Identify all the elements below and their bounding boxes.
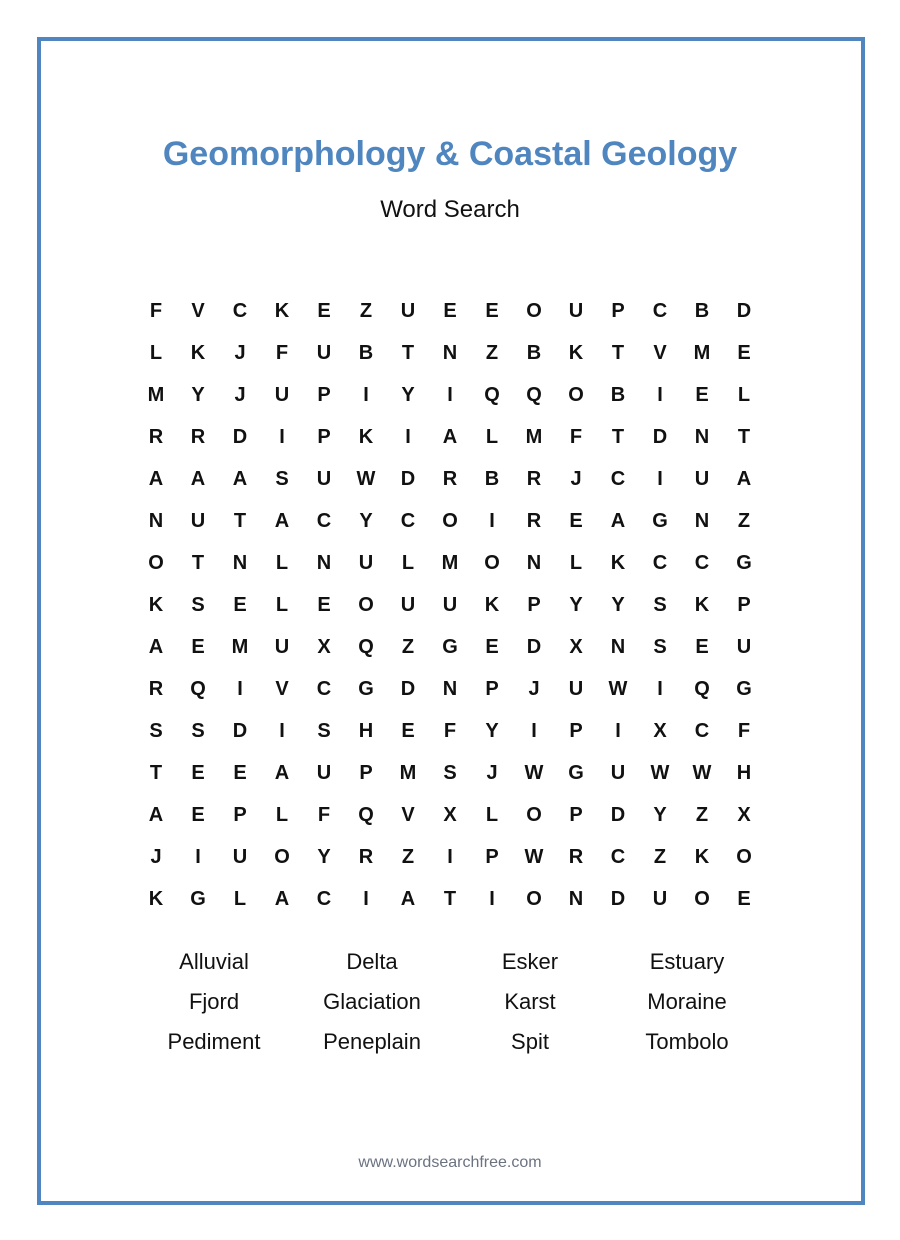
grid-letter[interactable]: Q xyxy=(358,636,374,658)
page-title: Geomorphology & Coastal Geology xyxy=(162,135,738,173)
grid-letter[interactable]: V xyxy=(275,678,289,700)
grid-letter[interactable]: U xyxy=(400,300,416,322)
grid-letter[interactable]: O xyxy=(274,846,290,868)
grid-letter[interactable]: P xyxy=(527,594,541,616)
grid-letter[interactable]: E xyxy=(737,888,751,910)
grid-letter[interactable]: R xyxy=(148,678,164,700)
grid-row xyxy=(135,626,765,668)
word-list-item: Pediment xyxy=(167,1029,261,1054)
grid-letter[interactable]: A xyxy=(274,510,290,532)
grid-letter[interactable]: Z xyxy=(737,510,751,532)
grid-letter[interactable]: P xyxy=(737,594,751,616)
grid-letter[interactable]: G xyxy=(652,510,668,532)
grid-letter[interactable]: Z xyxy=(401,636,415,658)
grid-letter[interactable]: I xyxy=(657,468,663,490)
grid-letter[interactable]: P xyxy=(317,426,331,448)
grid-letter[interactable]: E xyxy=(695,636,709,658)
grid-letter[interactable]: Z xyxy=(401,846,415,868)
grid-letter[interactable]: M xyxy=(147,384,165,406)
grid-letter[interactable]: T xyxy=(611,342,625,364)
grid-letter[interactable]: W xyxy=(524,846,544,868)
grid-letter[interactable]: E xyxy=(233,762,247,784)
grid-letter[interactable]: E xyxy=(569,510,583,532)
grid-letter[interactable]: L xyxy=(275,804,289,826)
word-list-item: Estuary xyxy=(649,949,725,974)
grid-letter[interactable]: U xyxy=(316,762,332,784)
grid-letter[interactable]: W xyxy=(692,762,712,784)
grid-letter[interactable]: E xyxy=(317,594,331,616)
grid-letter[interactable]: I xyxy=(615,720,621,742)
grid-letter[interactable]: I xyxy=(363,888,369,910)
grid-letter[interactable]: Y xyxy=(359,510,373,532)
grid-letter[interactable]: X xyxy=(569,636,583,658)
grid-letter[interactable]: J xyxy=(234,342,246,364)
grid-letter[interactable]: K xyxy=(274,300,290,322)
grid-letter[interactable]: D xyxy=(232,720,248,742)
grid-letter[interactable]: X xyxy=(737,804,751,826)
word-list xyxy=(135,942,765,1062)
grid-letter[interactable]: X xyxy=(317,636,331,658)
grid-letter[interactable]: U xyxy=(400,594,416,616)
word-list-item: Fjord xyxy=(188,989,240,1014)
grid-letter[interactable]: U xyxy=(736,636,752,658)
grid-letter[interactable]: W xyxy=(650,762,670,784)
grid-letter[interactable]: I xyxy=(447,846,453,868)
grid-letter[interactable]: N xyxy=(610,636,626,658)
grid-letter[interactable]: A xyxy=(274,762,290,784)
grid-row xyxy=(135,836,765,878)
grid-letter[interactable]: I xyxy=(489,510,495,532)
grid-letter[interactable]: C xyxy=(316,678,332,700)
grid-letter[interactable]: U xyxy=(232,846,248,868)
grid-letter[interactable]: F xyxy=(569,426,583,448)
grid-letter[interactable]: I xyxy=(489,888,495,910)
grid-letter[interactable]: A xyxy=(190,468,206,490)
grid-letter[interactable]: O xyxy=(358,594,374,616)
grid-row xyxy=(135,878,765,920)
grid-letter[interactable]: S xyxy=(191,594,205,616)
grid-letter[interactable]: S xyxy=(443,762,457,784)
grid-letter[interactable]: E xyxy=(233,594,247,616)
word-list-item: Alluvial xyxy=(179,949,249,974)
grid-row xyxy=(135,584,765,626)
grid-row xyxy=(135,710,765,752)
grid-letter[interactable]: B xyxy=(484,468,500,490)
grid-letter[interactable]: E xyxy=(443,300,457,322)
word-list-item: Spit xyxy=(511,1029,549,1054)
letter-grid xyxy=(135,290,765,920)
grid-letter[interactable]: Y xyxy=(191,384,205,406)
grid-row xyxy=(135,500,765,542)
grid-letter[interactable]: Z xyxy=(359,300,373,322)
grid-letter[interactable]: A xyxy=(610,510,626,532)
grid-letter[interactable]: L xyxy=(401,552,415,574)
grid-letter[interactable]: C xyxy=(652,300,668,322)
grid-letter[interactable]: Q xyxy=(190,678,206,700)
word-list-item: Peneplain xyxy=(323,1029,421,1054)
grid-letter[interactable]: L xyxy=(233,888,247,910)
grid-letter[interactable]: J xyxy=(150,846,162,868)
grid-letter[interactable]: E xyxy=(485,300,499,322)
grid-row xyxy=(135,752,765,794)
grid-letter[interactable]: M xyxy=(693,342,711,364)
grid-letter[interactable]: A xyxy=(148,636,164,658)
word-list-item: Delta xyxy=(346,949,398,974)
grid-letter[interactable]: A xyxy=(232,468,248,490)
grid-letter[interactable]: H xyxy=(358,720,374,742)
grid-letter[interactable]: D xyxy=(652,426,668,448)
grid-letter[interactable]: L xyxy=(485,804,499,826)
word-list-item: Karst xyxy=(504,989,556,1014)
grid-letter[interactable]: Z xyxy=(695,804,709,826)
grid-letter[interactable]: F xyxy=(317,804,331,826)
footer-url[interactable]: www.wordsearchfree.com xyxy=(358,1154,542,1171)
grid-letter[interactable]: O xyxy=(148,552,164,574)
grid-letter[interactable]: C xyxy=(652,552,668,574)
grid-letter[interactable]: V xyxy=(191,300,205,322)
grid-letter[interactable]: A xyxy=(442,426,458,448)
grid-letter[interactable]: P xyxy=(485,678,499,700)
grid-letter[interactable]: W xyxy=(608,678,628,700)
grid-letter[interactable]: E xyxy=(191,804,205,826)
grid-letter[interactable]: N xyxy=(442,678,458,700)
grid-letter[interactable]: T xyxy=(401,342,415,364)
grid-letter[interactable]: R xyxy=(526,468,542,490)
grid-letter[interactable]: G xyxy=(358,678,374,700)
grid-letter[interactable]: N xyxy=(442,342,458,364)
grid-letter[interactable]: S xyxy=(653,636,667,658)
grid-letter[interactable]: Q xyxy=(526,384,542,406)
grid-letter[interactable]: Y xyxy=(401,384,415,406)
grid-letter[interactable]: C xyxy=(316,888,332,910)
grid-letter[interactable]: U xyxy=(610,762,626,784)
grid-row xyxy=(135,668,765,710)
grid-letter[interactable]: U xyxy=(190,510,206,532)
grid-letter[interactable]: I xyxy=(657,678,663,700)
grid-letter[interactable]: Y xyxy=(317,846,331,868)
word-list-item: Moraine xyxy=(647,989,727,1014)
grid-letter[interactable]: L xyxy=(737,384,751,406)
grid-letter[interactable]: O xyxy=(526,888,542,910)
grid-row xyxy=(135,374,765,416)
grid-letter[interactable]: K xyxy=(148,594,164,616)
grid-letter[interactable]: R xyxy=(442,468,458,490)
grid-letter[interactable]: K xyxy=(610,552,626,574)
grid-letter[interactable]: I xyxy=(447,384,453,406)
grid-letter[interactable]: F xyxy=(275,342,289,364)
word-list-item: Glaciation xyxy=(323,989,421,1014)
grid-letter[interactable]: C xyxy=(610,468,626,490)
grid-letter[interactable]: U xyxy=(568,678,584,700)
grid-letter[interactable]: Y xyxy=(569,594,583,616)
grid-letter[interactable]: S xyxy=(191,720,205,742)
grid-letter[interactable]: C xyxy=(694,552,710,574)
grid-letter[interactable]: P xyxy=(317,384,331,406)
grid-letter[interactable]: E xyxy=(191,762,205,784)
grid-letter[interactable]: E xyxy=(737,342,751,364)
grid-letter[interactable]: A xyxy=(148,468,164,490)
grid-letter[interactable]: E xyxy=(485,636,499,658)
grid-letter[interactable]: N xyxy=(148,510,164,532)
grid-letter[interactable]: O xyxy=(568,384,584,406)
grid-letter[interactable]: G xyxy=(442,636,458,658)
grid-letter[interactable]: R xyxy=(358,846,374,868)
grid-letter[interactable]: T xyxy=(737,426,751,448)
grid-letter[interactable]: A xyxy=(736,468,752,490)
grid-letter[interactable]: D xyxy=(400,678,416,700)
grid-letter[interactable]: K xyxy=(694,594,710,616)
grid-letter[interactable]: R xyxy=(148,426,164,448)
grid-letter[interactable]: R xyxy=(568,846,584,868)
grid-letter[interactable]: F xyxy=(443,720,457,742)
word-list-item: Tombolo xyxy=(645,1029,729,1054)
grid-letter[interactable]: N xyxy=(568,888,584,910)
grid-letter[interactable]: S xyxy=(149,720,163,742)
grid-letter[interactable]: T xyxy=(233,510,247,532)
grid-letter[interactable]: I xyxy=(279,720,285,742)
grid-letter[interactable]: A xyxy=(400,888,416,910)
grid-row xyxy=(135,794,765,836)
grid-letter[interactable]: V xyxy=(653,342,667,364)
grid-letter[interactable]: W xyxy=(356,468,376,490)
grid-letter[interactable]: I xyxy=(237,678,243,700)
grid-letter[interactable]: J xyxy=(234,384,246,406)
grid-letter[interactable]: Z xyxy=(485,342,499,364)
grid-letter[interactable]: U xyxy=(274,636,290,658)
grid-letter[interactable]: O xyxy=(442,510,458,532)
grid-letter[interactable]: T xyxy=(191,552,205,574)
grid-letter[interactable]: U xyxy=(316,468,332,490)
grid-letter[interactable]: C xyxy=(400,510,416,532)
page-subtitle: Word Search xyxy=(380,196,520,223)
grid-letter[interactable]: D xyxy=(736,300,752,322)
grid-letter[interactable]: S xyxy=(653,594,667,616)
grid-letter[interactable]: G xyxy=(736,552,752,574)
grid-letter[interactable]: B xyxy=(610,384,626,406)
grid-letter[interactable]: X xyxy=(653,720,667,742)
grid-letter[interactable]: K xyxy=(694,846,710,868)
grid-letter[interactable]: E xyxy=(317,300,331,322)
grid-letter[interactable]: O xyxy=(526,804,542,826)
grid-letter[interactable]: L xyxy=(275,552,289,574)
grid-letter[interactable]: C xyxy=(316,510,332,532)
grid-letter[interactable]: E xyxy=(191,636,205,658)
grid-letter[interactable]: K xyxy=(358,426,374,448)
grid-letter[interactable]: B xyxy=(358,342,374,364)
grid-letter[interactable]: I xyxy=(657,384,663,406)
grid-letter[interactable]: T xyxy=(443,888,457,910)
grid-letter[interactable]: P xyxy=(233,804,247,826)
grid-letter[interactable]: R xyxy=(190,426,206,448)
grid-letter[interactable]: M xyxy=(399,762,417,784)
grid-letter[interactable]: G xyxy=(190,888,206,910)
grid-letter[interactable]: E xyxy=(401,720,415,742)
grid-letter[interactable]: R xyxy=(526,510,542,532)
grid-row xyxy=(135,458,765,500)
grid-letter[interactable]: Y xyxy=(485,720,499,742)
grid-letter[interactable]: D xyxy=(610,888,626,910)
grid-letter[interactable]: M xyxy=(525,426,543,448)
grid-letter[interactable]: I xyxy=(531,720,537,742)
grid-letter[interactable]: N xyxy=(526,552,542,574)
grid-row xyxy=(135,290,765,332)
grid-letter[interactable]: Q xyxy=(694,678,710,700)
grid-letter[interactable]: O xyxy=(526,300,542,322)
grid-letter[interactable]: K xyxy=(568,342,584,364)
grid-letter[interactable]: D xyxy=(232,426,248,448)
grid-letter[interactable]: U xyxy=(358,552,374,574)
grid-row xyxy=(135,542,765,584)
grid-letter[interactable]: I xyxy=(405,426,411,448)
grid-letter[interactable]: N xyxy=(316,552,332,574)
grid-letter[interactable]: L xyxy=(275,594,289,616)
grid-letter[interactable]: K xyxy=(148,888,164,910)
grid-letter[interactable]: O xyxy=(484,552,500,574)
grid-letter[interactable]: N xyxy=(232,552,248,574)
grid-letter[interactable]: S xyxy=(275,468,289,490)
grid-letter[interactable]: I xyxy=(363,384,369,406)
grid-letter[interactable]: T xyxy=(149,762,163,784)
grid-letter[interactable]: O xyxy=(694,888,710,910)
grid-letter[interactable]: U xyxy=(694,468,710,490)
grid-letter[interactable]: C xyxy=(232,300,248,322)
grid-letter[interactable]: E xyxy=(695,384,709,406)
grid-letter[interactable]: Y xyxy=(653,804,667,826)
word-list-item: Esker xyxy=(501,949,559,974)
grid-letter[interactable]: I xyxy=(195,846,201,868)
grid-letter[interactable]: M xyxy=(231,636,249,658)
grid-letter[interactable]: P xyxy=(485,846,499,868)
grid-letter[interactable]: J xyxy=(570,468,582,490)
grid-letter[interactable]: A xyxy=(274,888,290,910)
grid-letter[interactable]: N xyxy=(694,510,710,532)
grid-letter[interactable]: P xyxy=(569,804,583,826)
grid-letter[interactable]: P xyxy=(359,762,373,784)
grid-letter[interactable]: C xyxy=(610,846,626,868)
grid-letter[interactable]: K xyxy=(190,342,206,364)
grid-letter[interactable]: S xyxy=(317,720,331,742)
grid-letter[interactable]: O xyxy=(736,846,752,868)
grid-letter[interactable]: Q xyxy=(358,804,374,826)
grid-letter[interactable]: P xyxy=(569,720,583,742)
grid-letter[interactable]: Y xyxy=(611,594,625,616)
grid-letter[interactable]: F xyxy=(737,720,751,742)
grid-letter[interactable]: B xyxy=(694,300,710,322)
grid-letter[interactable]: J xyxy=(486,762,498,784)
grid-letter[interactable]: T xyxy=(611,426,625,448)
grid-letter[interactable]: I xyxy=(279,426,285,448)
grid-letter[interactable]: U xyxy=(568,300,584,322)
grid-letter[interactable]: U xyxy=(442,594,458,616)
grid-letter[interactable]: W xyxy=(524,762,544,784)
grid-letter[interactable]: K xyxy=(484,594,500,616)
grid-letter[interactable]: U xyxy=(652,888,668,910)
grid-letter[interactable]: A xyxy=(148,804,164,826)
grid-letter[interactable]: U xyxy=(316,342,332,364)
grid-letter[interactable]: D xyxy=(526,636,542,658)
grid-letter[interactable]: Q xyxy=(484,384,500,406)
grid-letter[interactable]: X xyxy=(443,804,457,826)
grid-row xyxy=(135,332,765,374)
grid-letter[interactable]: M xyxy=(441,552,459,574)
grid-letter[interactable]: P xyxy=(611,300,625,322)
grid-letter[interactable]: F xyxy=(149,300,163,322)
grid-letter[interactable]: C xyxy=(694,720,710,742)
grid-letter[interactable]: B xyxy=(526,342,542,364)
grid-letter[interactable]: L xyxy=(485,426,499,448)
grid-letter[interactable]: Z xyxy=(653,846,667,868)
grid-letter[interactable]: G xyxy=(736,678,752,700)
grid-letter[interactable]: D xyxy=(610,804,626,826)
grid-letter[interactable]: N xyxy=(694,426,710,448)
grid-letter[interactable]: G xyxy=(568,762,584,784)
grid-letter[interactable]: J xyxy=(528,678,540,700)
grid-row xyxy=(135,416,765,458)
grid-letter[interactable]: L xyxy=(149,342,163,364)
grid-letter[interactable]: U xyxy=(274,384,290,406)
grid-letter[interactable]: H xyxy=(736,762,752,784)
grid-letter[interactable]: D xyxy=(400,468,416,490)
grid-letter[interactable]: V xyxy=(401,804,415,826)
grid-letter[interactable]: L xyxy=(569,552,583,574)
